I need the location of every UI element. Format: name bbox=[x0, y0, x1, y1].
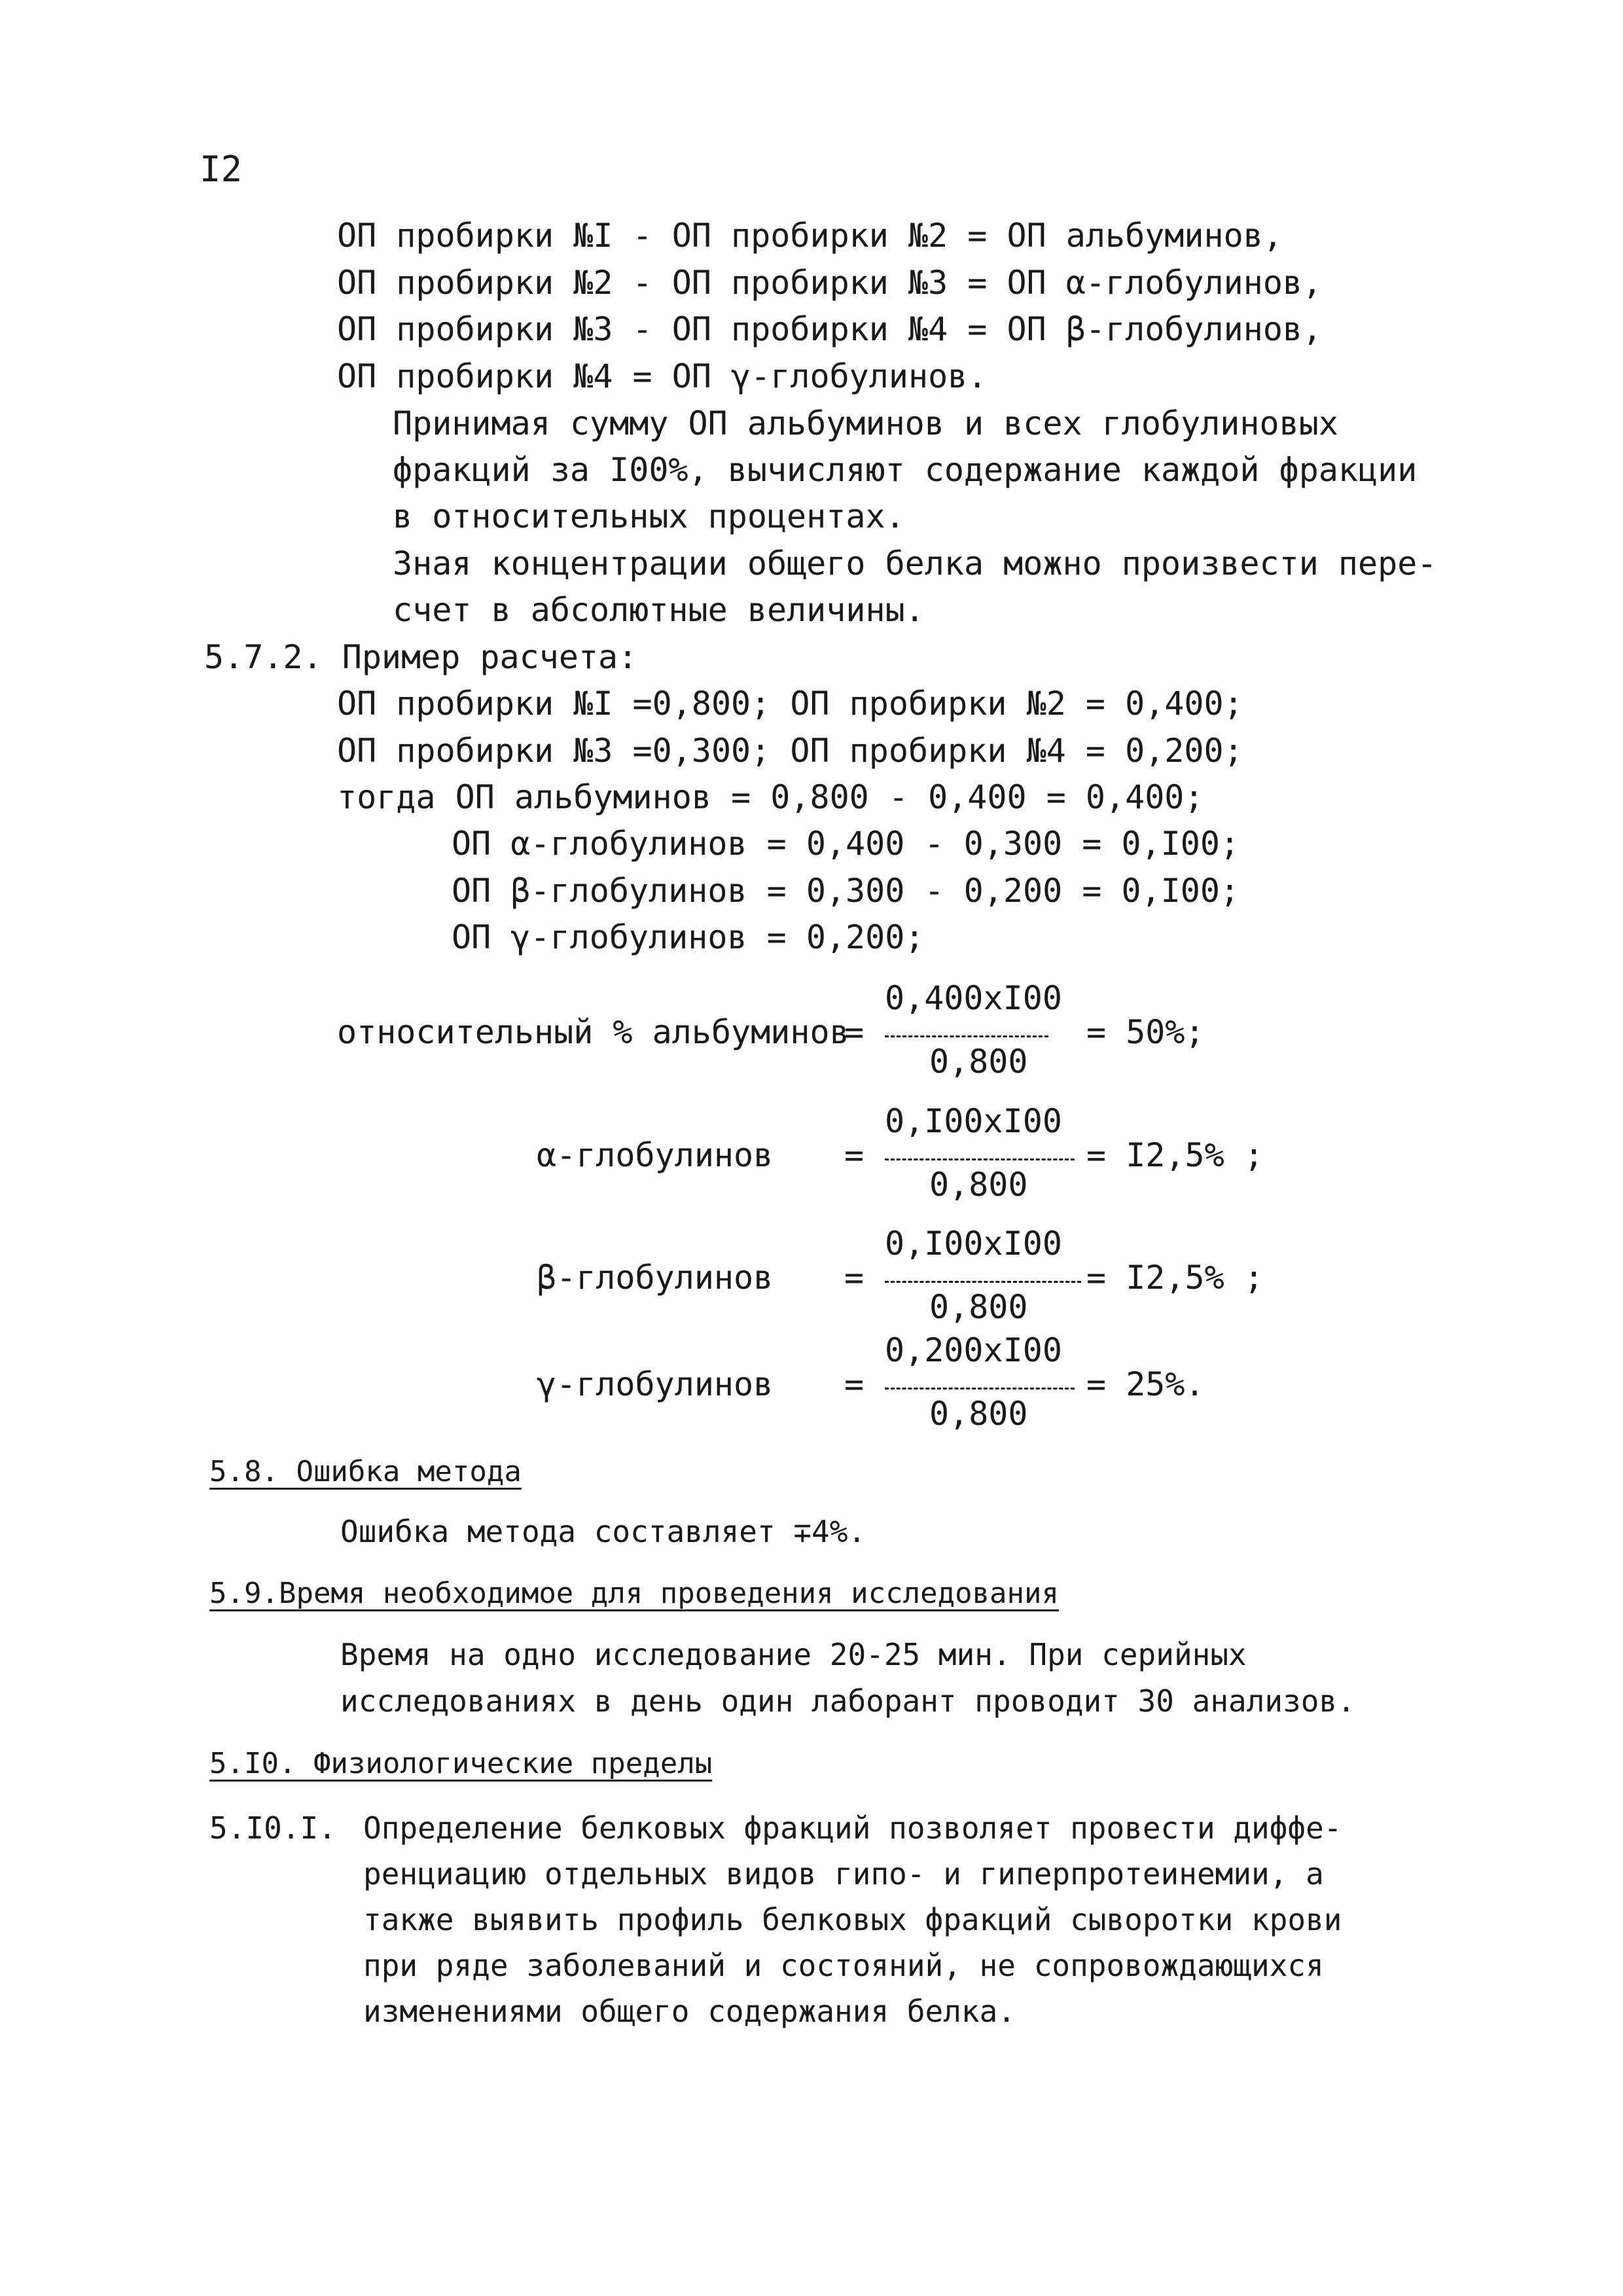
paragraph-line: в относительных процентах. bbox=[393, 497, 905, 535]
fraction-label: β-глобулинов bbox=[537, 1259, 774, 1297]
fraction-result: = I2,5% ; bbox=[1086, 1136, 1264, 1174]
fraction-denominator: 0,800 bbox=[929, 1395, 1028, 1433]
fraction-denominator: 0,800 bbox=[929, 1288, 1028, 1326]
fraction-bar bbox=[885, 1035, 1048, 1037]
fraction-label: относительный % альбуминов bbox=[337, 1013, 849, 1051]
equation-line: ОП пробирки №I - ОП пробирки №2 = ОП альбуминов, bbox=[337, 217, 1283, 255]
fraction-denominator: 0,800 bbox=[929, 1166, 1028, 1204]
fraction-bar bbox=[885, 1281, 1081, 1283]
fraction-result: = I2,5% ; bbox=[1086, 1259, 1264, 1297]
calc-line: ОП пробирки №3 =0,300; ОП пробирки №4 = 0,200; bbox=[337, 732, 1243, 770]
fraction-denominator: 0,800 bbox=[929, 1043, 1028, 1081]
calc-line: ОП γ-глобулинов = 0,200; bbox=[452, 918, 925, 956]
paragraph-line: изменениями общего содержания белка. bbox=[363, 1994, 1016, 2029]
fraction-numerator: 0,I00xI00 bbox=[885, 1225, 1062, 1263]
section-heading: 5.8. Ошибка метода bbox=[209, 1455, 522, 1488]
paragraph-line: Ошибка метода составляет ∓4%. bbox=[340, 1514, 866, 1549]
fraction-equals: = bbox=[844, 1013, 865, 1051]
paragraph-line: исследованиях в день один лаборант проводит 30 анализов. bbox=[340, 1683, 1355, 1719]
fraction-equals: = bbox=[844, 1365, 865, 1403]
paragraph-line: Время на одно исследование 20-25 мин. При серийных bbox=[340, 1637, 1247, 1672]
fraction-result: = 25%. bbox=[1086, 1365, 1205, 1403]
calc-line: ОП α-глобулинов = 0,400 - 0,300 = 0,I00; bbox=[452, 825, 1240, 863]
paragraph-line: при ряде заболеваний и состояний, не сопровождающихся bbox=[363, 1948, 1324, 1983]
paragraph-line: Принимая сумму ОП альбуминов и всех глобулиновых bbox=[393, 404, 1338, 442]
fraction-equals: = bbox=[844, 1259, 865, 1297]
calc-line: ОП пробирки №I =0,800; ОП пробирки №2 = 0,400; bbox=[337, 685, 1243, 723]
section-heading: 5.I0. Физиологические пределы bbox=[209, 1747, 713, 1780]
paragraph-line: Определение белковых фракций позволяет провести диффе- bbox=[363, 1810, 1342, 1846]
equation-line: ОП пробирки №2 - ОП пробирки №3 = ОП α-глобулинов, bbox=[337, 264, 1323, 302]
item-number: 5.I0.I. bbox=[209, 1810, 336, 1846]
fraction-label: α-глобулинов bbox=[537, 1136, 774, 1174]
paragraph-line: фракций за I00%, вычисляют содержание каждой фракции bbox=[393, 451, 1418, 489]
equation-line: ОП пробирки №4 = ОП γ-глобулинов. bbox=[337, 357, 988, 395]
section-heading: 5.9.Время необходимое для проведения исследования bbox=[209, 1577, 1060, 1610]
paragraph-line: ренциацию отдельных видов гипо- и гиперпротеинемии, а bbox=[363, 1856, 1324, 1892]
paragraph-line: Зная концентрации общего белка можно произвести пере- bbox=[393, 545, 1437, 583]
calc-line: ОП β-глобулинов = 0,300 - 0,200 = 0,I00; bbox=[452, 872, 1240, 910]
equation-line: ОП пробирки №3 - ОП пробирки №4 = ОП β-глобулинов, bbox=[337, 310, 1323, 348]
fraction-numerator: 0,I00xI00 bbox=[885, 1102, 1062, 1140]
fraction-label: γ-глобулинов bbox=[537, 1365, 774, 1403]
fraction-bar bbox=[885, 1388, 1075, 1390]
calc-line: тогда ОП альбуминов = 0,800 - 0,400 = 0,400; bbox=[337, 778, 1204, 816]
page-number: I2 bbox=[200, 149, 243, 190]
paragraph-line: также выявить профиль белковых фракций сыворотки крови bbox=[363, 1902, 1342, 1937]
fraction-numerator: 0,400xI00 bbox=[885, 979, 1062, 1017]
fraction-bar bbox=[885, 1158, 1075, 1160]
fraction-equals: = bbox=[844, 1136, 865, 1174]
fraction-result: = 50%; bbox=[1086, 1013, 1205, 1051]
paragraph-line: счет в абсолютные величины. bbox=[393, 591, 925, 629]
section-heading: 5.7.2. Пример расчета: bbox=[204, 638, 638, 676]
fraction-numerator: 0,200xI00 bbox=[885, 1331, 1062, 1369]
